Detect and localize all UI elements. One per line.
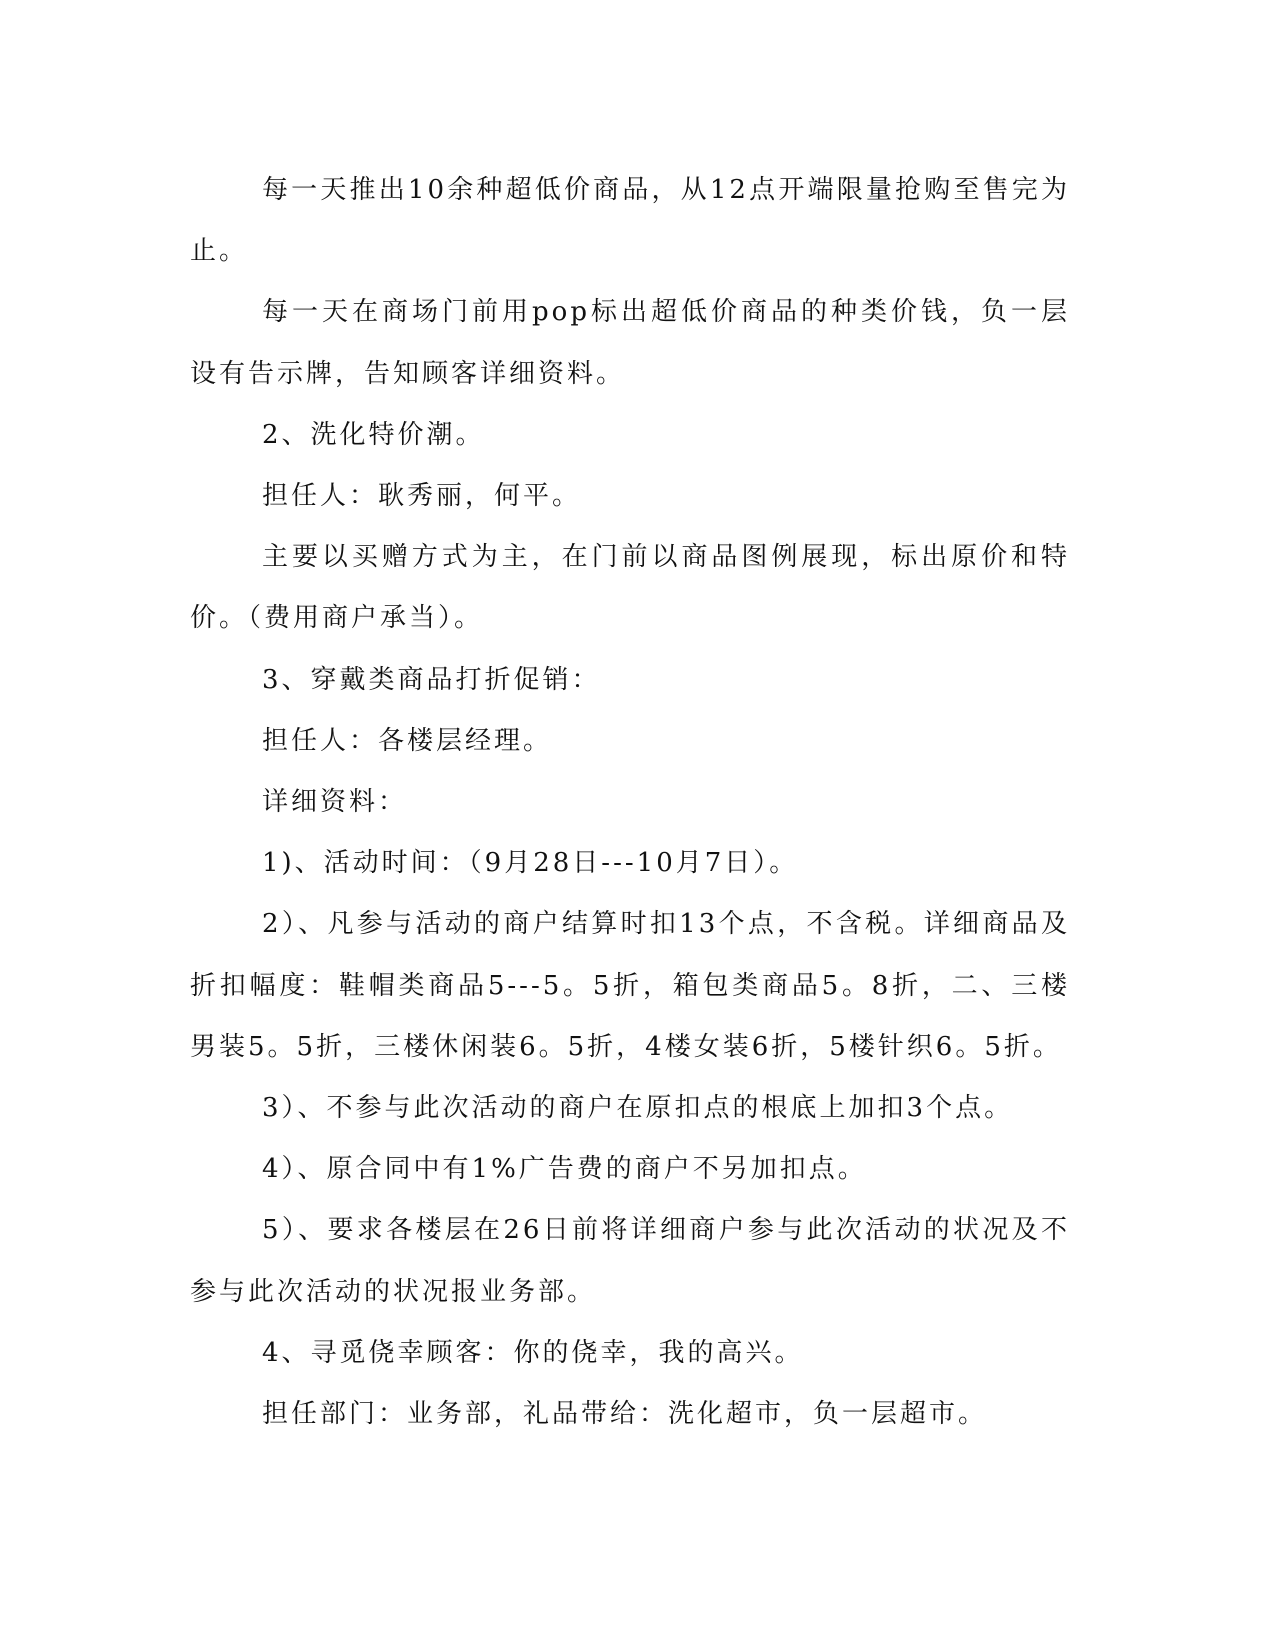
document-body xyxy=(190,160,1070,1445)
responsible-person: 担任人：耿秀丽，何平。 xyxy=(262,481,582,512)
section-heading-3: 3、穿戴类商品打折促销： xyxy=(262,664,601,695)
paragraph-2: 每一天在商场门前用pop标出超低价商品的种类价钱，负一层设有告示牌，告知顾客详细资料。 xyxy=(190,297,1070,389)
paragraph-1: 每一天推出10余种超低价商品，从12点开端限量抢购至售完为止。 xyxy=(190,175,1070,267)
paragraph-3: 主要以买赠方式为主，在门前以商品图例展现，标出原价和特价。（费用商户承当）。 xyxy=(190,542,1070,634)
details-label: 详细资料： xyxy=(262,787,408,818)
list-item-3: 3）、不参与此次活动的商户在原扣点的根底上加扣3个点。 xyxy=(262,1093,1014,1124)
list-item-4: 4）、原合同中有1%广告费的商户不另加扣点。 xyxy=(262,1154,867,1185)
responsible-department: 担任部门：业务部，礼品带给：洗化超市，负一层超市。 xyxy=(262,1399,988,1430)
list-item-1: 1)、活动时间：（9月28日---10月7日）。 xyxy=(262,848,799,879)
section-heading-4: 4、寻觅侥幸顾客：你的侥幸，我的高兴。 xyxy=(262,1337,804,1368)
list-item-5: 5）、要求各楼层在26日前将详细商户参与此次活动的状况及不参与此次活动的状况报业务部。 xyxy=(190,1215,1070,1307)
section-heading-2: 2、洗化特价潮。 xyxy=(262,419,485,450)
list-item-2: 2）、凡参与活动的商户结算时扣13个点，不含税。详细商品及折扣幅度：鞋帽类商品5---5。5折，箱包类商品5。8折，二、三楼男装5。5折，三楼休闲装6。5折，4楼女装6折，5楼针织6。5折。 xyxy=(190,909,1070,1062)
responsible-person: 担任人：各楼层经理。 xyxy=(262,725,553,756)
